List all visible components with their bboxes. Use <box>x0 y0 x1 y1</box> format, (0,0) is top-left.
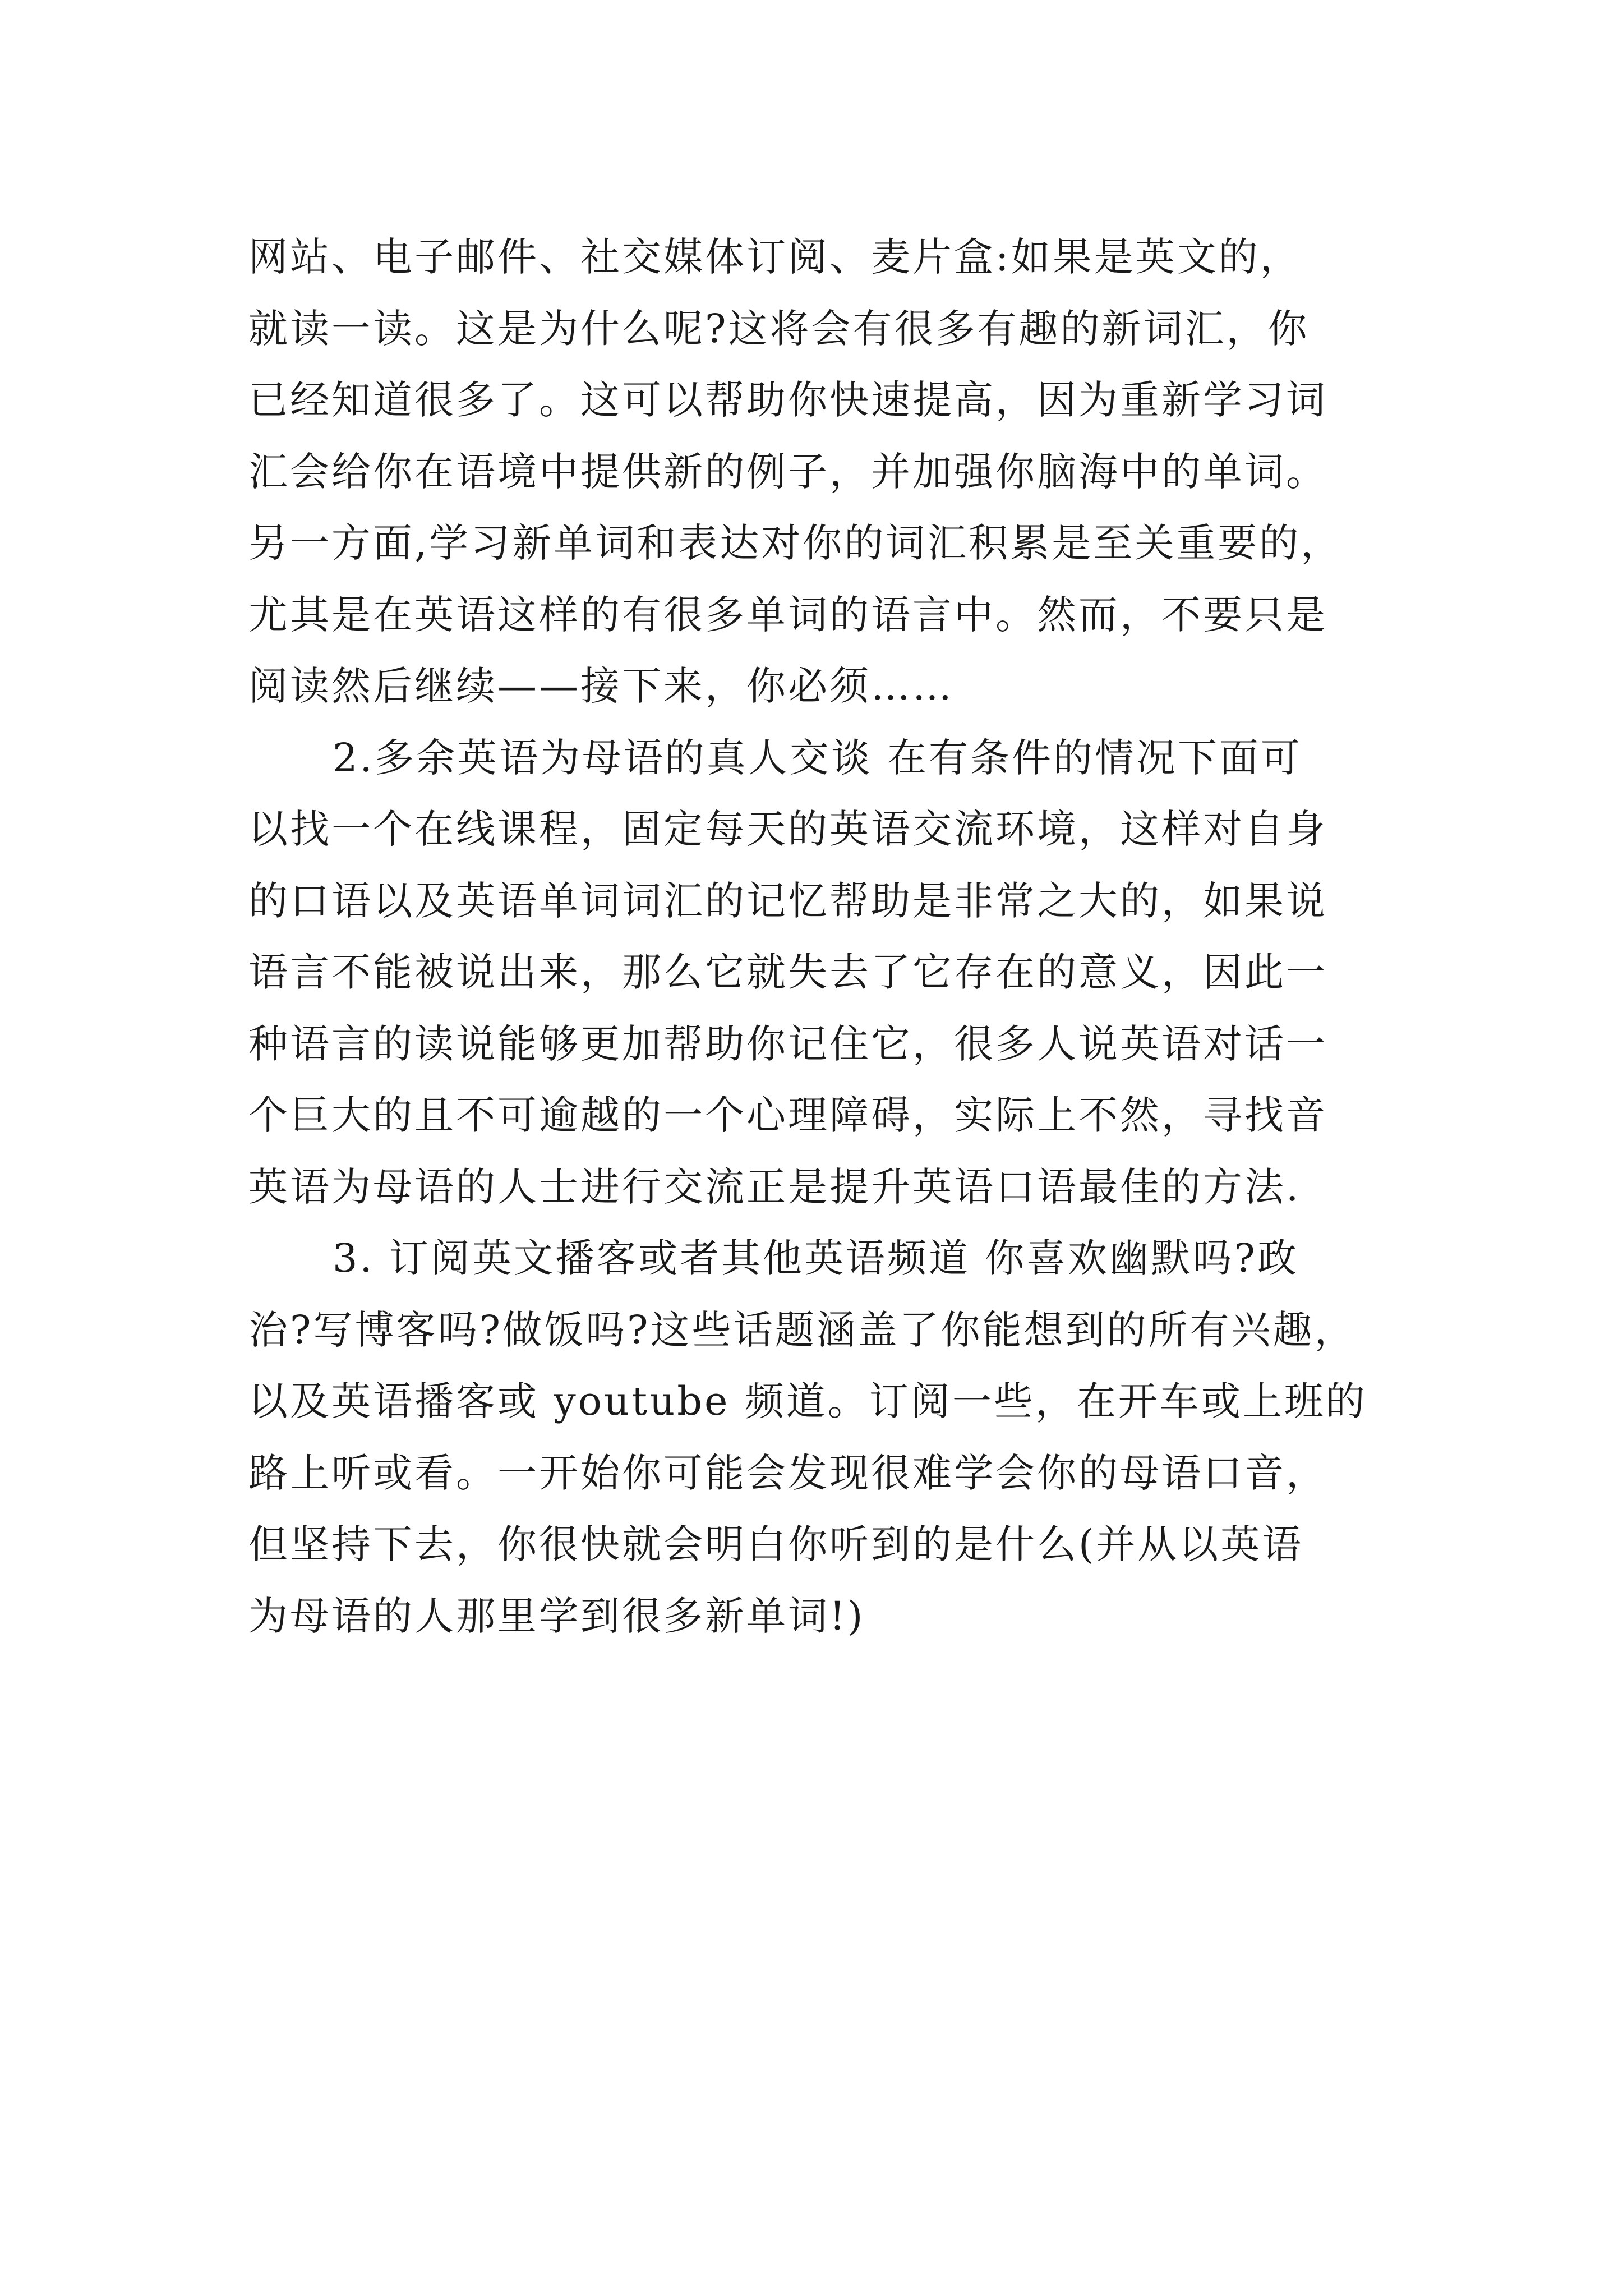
text-line: 已经知道很多了。这可以帮助你快速提高，因为重新学习词 <box>248 377 1327 423</box>
text-line: 就读一读。这是为什么呢?这将会有很多有趣的新词汇，你 <box>248 305 1310 352</box>
text-line: 尤其是在英语这样的有很多单词的语言中。然而，不要只是 <box>248 591 1327 638</box>
text-line: 的口语以及英语单词词汇的记忆帮助是非常之大的，如果说 <box>248 877 1327 924</box>
text-line: 以及英语播客或 youtube 频道。订阅一些，在开车或上班的 <box>248 1378 1367 1424</box>
text-line: 语言不能被说出来，那么它就失去了它存在的意义，因此一 <box>248 949 1327 995</box>
body-text <box>248 222 1398 1652</box>
paragraph-podcasts <box>248 1223 1398 1652</box>
text-line: 另一方面,学习新单词和表达对你的词汇积累是至关重要的， <box>248 520 1343 566</box>
text-line: 路上听或看。一开始你可能会发现很难学会你的母语口音， <box>248 1450 1327 1496</box>
paragraph-website-reading <box>248 222 1398 723</box>
text-line: 以找一个在线课程，固定每天的英语交流环境，这样对自身 <box>248 806 1327 852</box>
text-line: 网站、电子邮件、社交媒体订阅、麦片盒:如果是英文的， <box>248 234 1302 280</box>
text-line: 2.多余英语为母语的真人交谈 在有条件的情况下面可 <box>333 734 1303 781</box>
text-line: 阅读然后继续——接下来，你必须…… <box>248 663 954 709</box>
text-line: 为母语的人那里学到很多新单词!) <box>248 1593 865 1639</box>
text-line: 3. 订阅英文播客或者其他英语频道 你喜欢幽默吗?政 <box>333 1235 1299 1281</box>
text-line: 但坚持下去，你很快就会明白你听到的是什么(并从以英语 <box>248 1521 1304 1567</box>
text-line: 英语为母语的人士进行交流正是提升英语口语最佳的方法. <box>248 1163 1301 1210</box>
text-line: 个巨大的且不可逾越的一个心理障碍，实际上不然，寻找音 <box>248 1092 1327 1138</box>
text-line: 汇会给你在语境中提供新的例子，并加强你脑海中的单词。 <box>248 448 1327 495</box>
text-line: 种语言的读说能够更加帮助你记住它，很多人说英语对话一 <box>248 1020 1327 1067</box>
paragraph-native-speakers <box>248 723 1398 1223</box>
text-line: 治?写博客吗?做饭吗?这些话题涵盖了你能想到的所有兴趣， <box>248 1306 1356 1353</box>
